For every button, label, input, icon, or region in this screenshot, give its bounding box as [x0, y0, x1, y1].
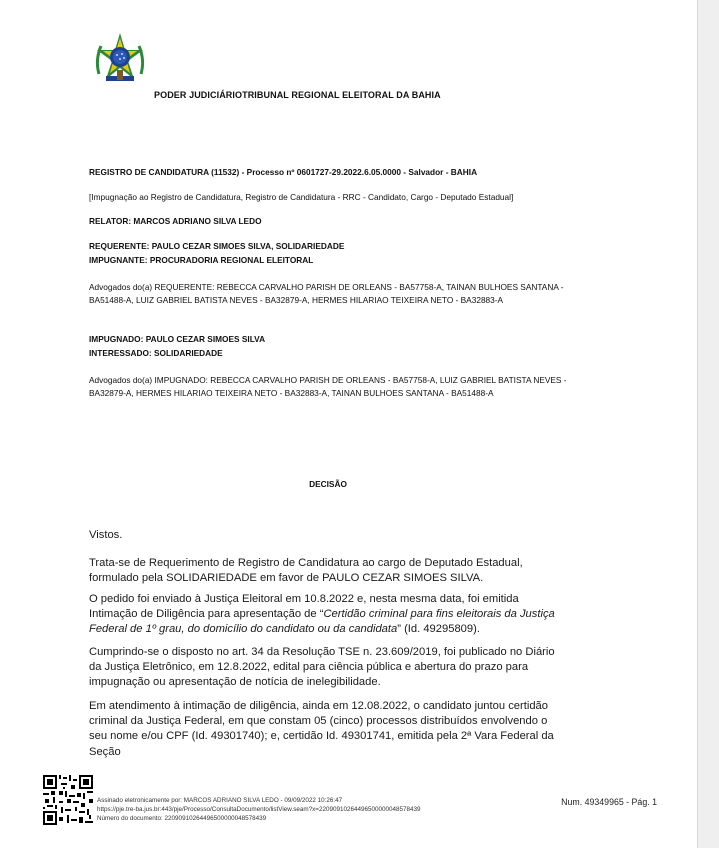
decision-heading: DECISÃO — [309, 479, 347, 489]
assunto-line: [Impugnação ao Registro de Candidatura, Registro de Candidatura - RRC - Candidato, Cargo - Deputado Estadual] — [89, 192, 514, 202]
page-info: Num. 49349965 - Pág. 1 — [561, 797, 657, 807]
verification-url[interactable]: https://pje.tre-ba.jus.br:443/pje/Processo/ConsultaDocumento/listView.seam?x=22090910264496500000048578439 — [97, 806, 421, 814]
qr-code-icon — [43, 775, 93, 825]
paragraph-2-italic: Certidão criminal para fins eleitorais da Justiça Federal de 1º grau, do domicílio do candidato ou da candidata — [89, 608, 555, 636]
signature-block — [97, 796, 421, 824]
paragraph-vistos: Vistos. — [89, 529, 123, 541]
registro-line: REGISTRO DE CANDIDATURA (11532) - Processo nº 0601727-29.2022.6.05.0000 - Salvador - BAHIA — [89, 167, 478, 177]
paragraph-2-text-b: ” (Id. 49295809). — [397, 623, 480, 636]
signed-by: Assinado eletronicamente por: MARCOS ADRIANO SILVA LEDO - 09/09/2022 10:26:47 — [97, 797, 343, 804]
interessado-line: INTERESSADO: SOLIDARIEDADE — [89, 348, 223, 358]
brasao-republica-icon — [91, 30, 149, 88]
advogados-impugnado: Advogados do(a) IMPUGNADO: REBECCA CARVALHO PARISH DE ORLEANS - BA57758-A, LUIZ GABRIEL BATISTA NEVES - BA32879-A, HERMES HILARIAO TEIXEIRA NETO - BA32883-A, TAINAN BULHOES SANTANA - BA51488-A — [89, 375, 567, 398]
paragraph-3: Cumprindo-se o disposto no art. 34 da Resolução TSE n. 23.609/2019, foi publicado no Diário da Justiça Eletrônico, em 12.8.2022, edital para ciência pública e abertura do prazo para impugnação ou apresentação de notícia de inelegibilidade. — [89, 646, 555, 689]
paragraph-4: Em atendimento à intimação de diligência, ainda em 12.08.2022, o candidato juntou certidão criminal da Justiça Federal, em que constam 05 (cinco) processos distribuídos envolvendo o seu nome e/ou CPF (Id. 49301740); e, certidão Id. 49301741, emitida pela 2ª Vara Federal da Seção — [89, 700, 554, 758]
paragraph-1: Trata-se de Requerimento de Registro de Candidatura ao cargo de Deputado Estadual, formulado pela SOLIDARIEDADE em favor de PAULO CEZAR SIMOES SILVA. — [89, 557, 523, 585]
relator-line: RELATOR: MARCOS ADRIANO SILVA LEDO — [89, 216, 262, 226]
impugnante-line: IMPUGNANTE: PROCURADORIA REGIONAL ELEITORAL — [89, 255, 314, 265]
paragraph-2-text-a: O pedido foi enviado à Justiça Eleitoral em 10.8.2022 e, nesta mesma data, foi emitida Intimação de Diligência para apresentação de “ — [89, 593, 519, 621]
advogados-requerente: Advogados do(a) REQUERENTE: REBECCA CARVALHO PARISH DE ORLEANS - BA57758-A, TAINAN BULHOES SANTANA - BA51488-A, LUIZ GABRIEL BATISTA NEVES - BA32879-A, HERMES HILARIAO TEIXEIRA NETO - BA32883-A — [89, 282, 564, 305]
impugnado-line: IMPUGNADO: PAULO CEZAR SIMOES SILVA — [89, 334, 266, 344]
requerente-line: REQUERENTE: PAULO CEZAR SIMOES SILVA, SOLIDARIEDADE — [89, 241, 345, 251]
header-title: PODER JUDICIÁRIOTRIBUNAL REGIONAL ELEITORAL DA BAHIA — [154, 90, 441, 100]
paragraph-2 — [89, 592, 567, 638]
document-number: Número do documento: 22090910264496500000048578439 — [97, 815, 267, 823]
scrollbar[interactable] — [698, 0, 719, 848]
